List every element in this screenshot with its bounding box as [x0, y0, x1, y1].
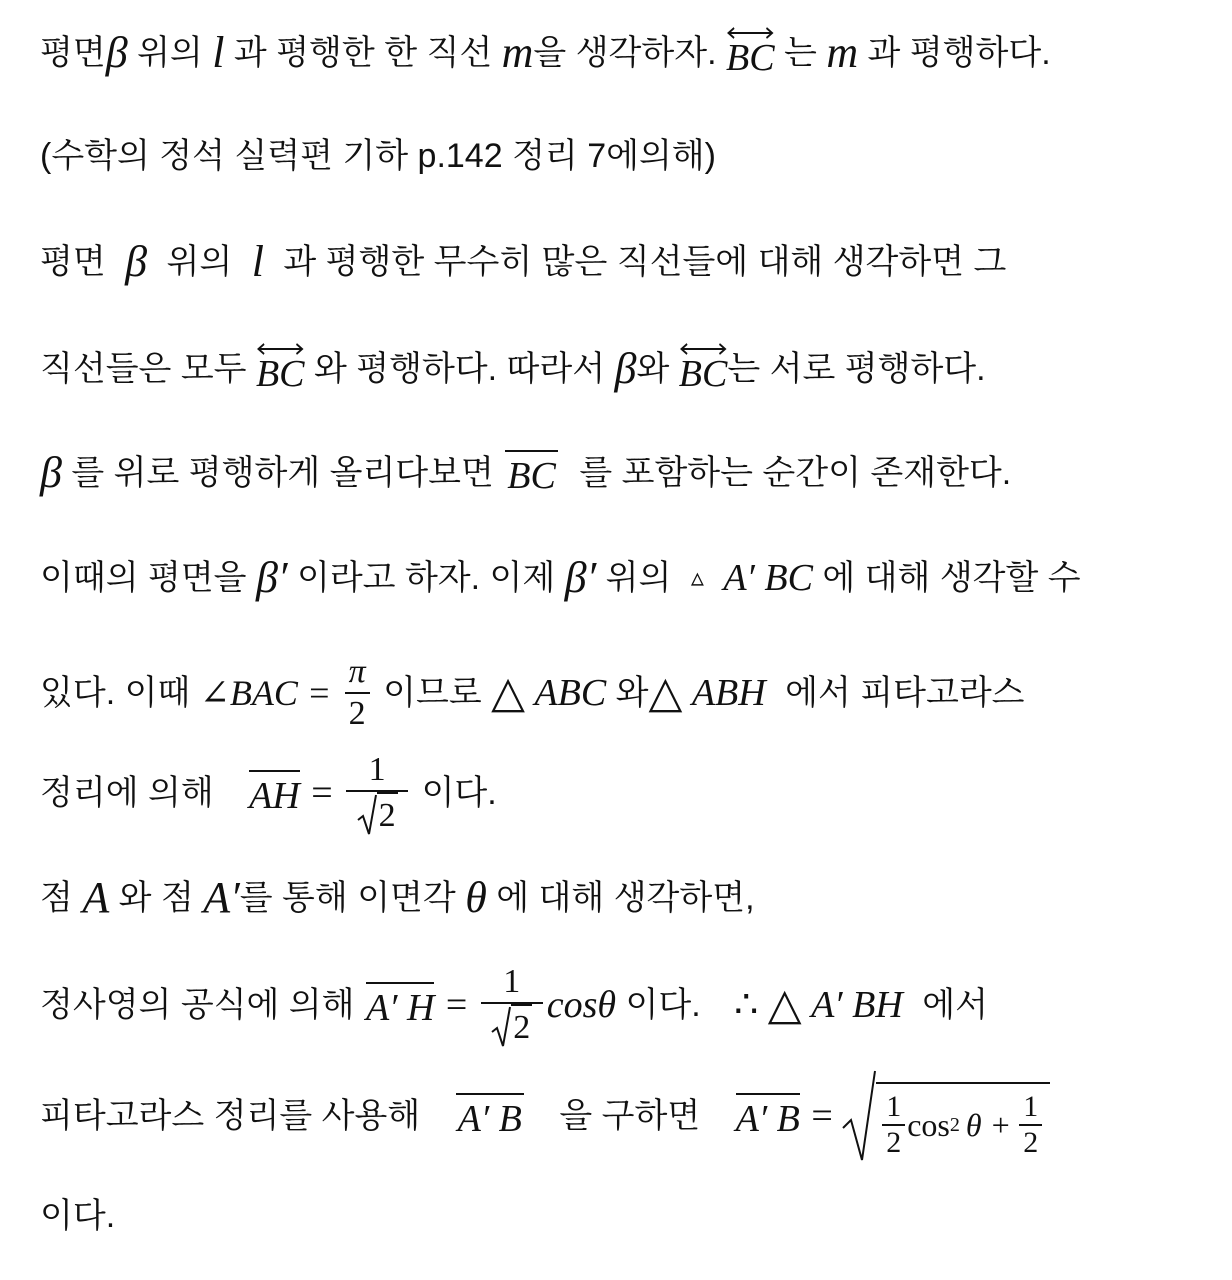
word: 이다. [40, 1197, 116, 1236]
triangle-abc-label: A′ BC [723, 557, 813, 600]
word: 을 생각하자. [533, 34, 717, 72]
beta-symbol: β [105, 28, 128, 77]
reference-text: (수학의 정석 실력편 기하 p.142 정리 7에의해) [40, 137, 716, 176]
double-arrow-icon [726, 26, 775, 40]
word: 와 평행하다. 따라서 [313, 350, 606, 388]
fraction-1-over-2 [882, 1090, 905, 1160]
numerator: 1 [368, 751, 386, 788]
word: 위의 [166, 243, 233, 282]
beta-prime-symbol: β′ [255, 553, 288, 603]
sqrt-2 [357, 792, 398, 836]
word: 는 [784, 34, 817, 72]
point-a-symbol: A [82, 873, 110, 923]
denominator: 2 [886, 1126, 902, 1159]
fraction-1-over-2 [1019, 1090, 1042, 1160]
word: 평면 [40, 243, 106, 282]
text-line-6 [40, 553, 1081, 603]
sqrt-expression [842, 1070, 1050, 1162]
numerator: 1 [886, 1090, 902, 1123]
denominator: 2 [348, 695, 366, 732]
equals-sign: = [811, 1095, 833, 1137]
text-line-4 [40, 342, 986, 396]
text-line-3 [40, 237, 1007, 287]
cos-theta: cosθ [546, 984, 617, 1026]
word: 과 평행하다. [867, 34, 1051, 72]
double-arrow-icon [256, 342, 305, 356]
text-line-1 [40, 26, 1051, 80]
triangle-icon: ▵ [690, 563, 704, 593]
segment-bc: BC [503, 448, 560, 498]
fraction-pi-over-2 [345, 652, 370, 734]
beta-symbol: β [40, 448, 62, 497]
cos-text: cos [907, 1107, 950, 1143]
segment-a-prime-h: A′ H [364, 980, 436, 1030]
fraction-1-over-sqrt2 [481, 962, 543, 1048]
triangle-icon: △ [767, 980, 802, 1029]
radical-icon [491, 1006, 511, 1048]
word: 있다. 이때 [40, 674, 191, 712]
word: 이때의 평면을 [40, 559, 247, 598]
segment-ah: AH [247, 768, 302, 818]
sqrt-2 [491, 1004, 532, 1048]
denominator: 2 [1023, 1126, 1039, 1159]
bc-label: BC [678, 353, 728, 395]
word: 과 평행한 무수히 많은 직선들에 대해 생각하면 그 [283, 243, 1007, 282]
beta-prime-symbol: β′ [564, 553, 597, 603]
text-line-5 [40, 448, 1011, 498]
double-arrow-icon [679, 342, 728, 356]
text-line-12 [40, 1192, 115, 1238]
radical-icon [357, 794, 377, 836]
equals-sign: = [445, 984, 468, 1026]
text-line-2 [40, 132, 716, 178]
beta-symbol: β [125, 237, 148, 287]
radical-icon [842, 1070, 876, 1162]
word: 위의 [605, 559, 672, 598]
text-line-7 [40, 652, 1025, 734]
word: 와 점 [118, 879, 194, 918]
word: 를 통해 이면각 [239, 879, 456, 918]
line-l-symbol: l [212, 28, 225, 77]
triangle-a-prime-bh-label: A′ BH [811, 984, 903, 1026]
word: 정사영의 공식에 의해 [40, 986, 355, 1024]
line-bc-symbol [726, 26, 775, 80]
word: 를 위로 평행하게 올리다보면 [71, 454, 494, 492]
line-m-symbol: m [501, 28, 534, 77]
word: 정리에 의해 [40, 774, 214, 812]
word: 에 대해 생각할 수 [822, 559, 1081, 598]
therefore-icon: ∴ [734, 984, 759, 1026]
word: 는 서로 평행하다. [727, 350, 986, 388]
word: 직선들은 모두 [40, 350, 247, 388]
triangle-abh-label: ABH [691, 672, 766, 714]
text-line-9 [40, 873, 755, 923]
word: 에 대해 생각하면, [496, 879, 755, 918]
radicand: 2 [511, 1004, 532, 1048]
word: 피타고라스 정리를 사용해 [40, 1097, 421, 1135]
line-bc-symbol [256, 342, 305, 396]
triangle-icon: △ [648, 668, 683, 717]
numerator: 1 [1023, 1090, 1039, 1123]
numerator: π [348, 653, 366, 690]
word: 와 [615, 674, 649, 712]
line-bc-symbol [679, 342, 728, 396]
radicand: 2 [377, 792, 398, 836]
word: 이므로 [383, 674, 482, 712]
text-line-10 [40, 962, 988, 1048]
word: 이다. [421, 774, 497, 812]
radicand [876, 1082, 1050, 1162]
angle-bac-label: ∠BAC = [199, 673, 332, 713]
word: 평면 [40, 34, 106, 72]
point-a-prime-symbol: A′ [203, 873, 240, 923]
triangle-abc-label: ABC [534, 672, 607, 714]
bc-label: BC [725, 37, 775, 79]
equals-sign: = [311, 772, 333, 814]
word: 과 평행한 한 직선 [233, 34, 493, 72]
word: 을 구하면 [559, 1097, 701, 1135]
theta-symbol: θ [465, 873, 487, 923]
segment-a-prime-b: A′ B [454, 1091, 526, 1141]
word: 점 [40, 879, 73, 918]
text-line-8 [40, 750, 497, 836]
line-l-symbol: l [251, 237, 264, 287]
bc-label: BC [255, 353, 305, 395]
line-m-symbol: m [826, 28, 859, 77]
numerator: 1 [503, 963, 521, 1000]
word: 이다. [625, 986, 701, 1024]
exponent: 2 [949, 1114, 960, 1136]
word: 에서 [922, 986, 988, 1024]
triangle-icon: △ [491, 668, 525, 717]
theta-plus: θ + [965, 1107, 1012, 1143]
word: 에서 피타고라스 [785, 674, 1025, 712]
segment-a-prime-b: A′ B [734, 1091, 802, 1141]
word: 위의 [137, 34, 203, 72]
fraction-1-over-sqrt2 [346, 750, 408, 836]
text-line-11 [40, 1070, 1050, 1162]
word: 와 [636, 350, 670, 388]
word: 를 포함하는 순간이 존재한다. [579, 454, 1012, 492]
beta-symbol: β [614, 344, 637, 393]
word: 이라고 하자. 이제 [296, 559, 556, 598]
